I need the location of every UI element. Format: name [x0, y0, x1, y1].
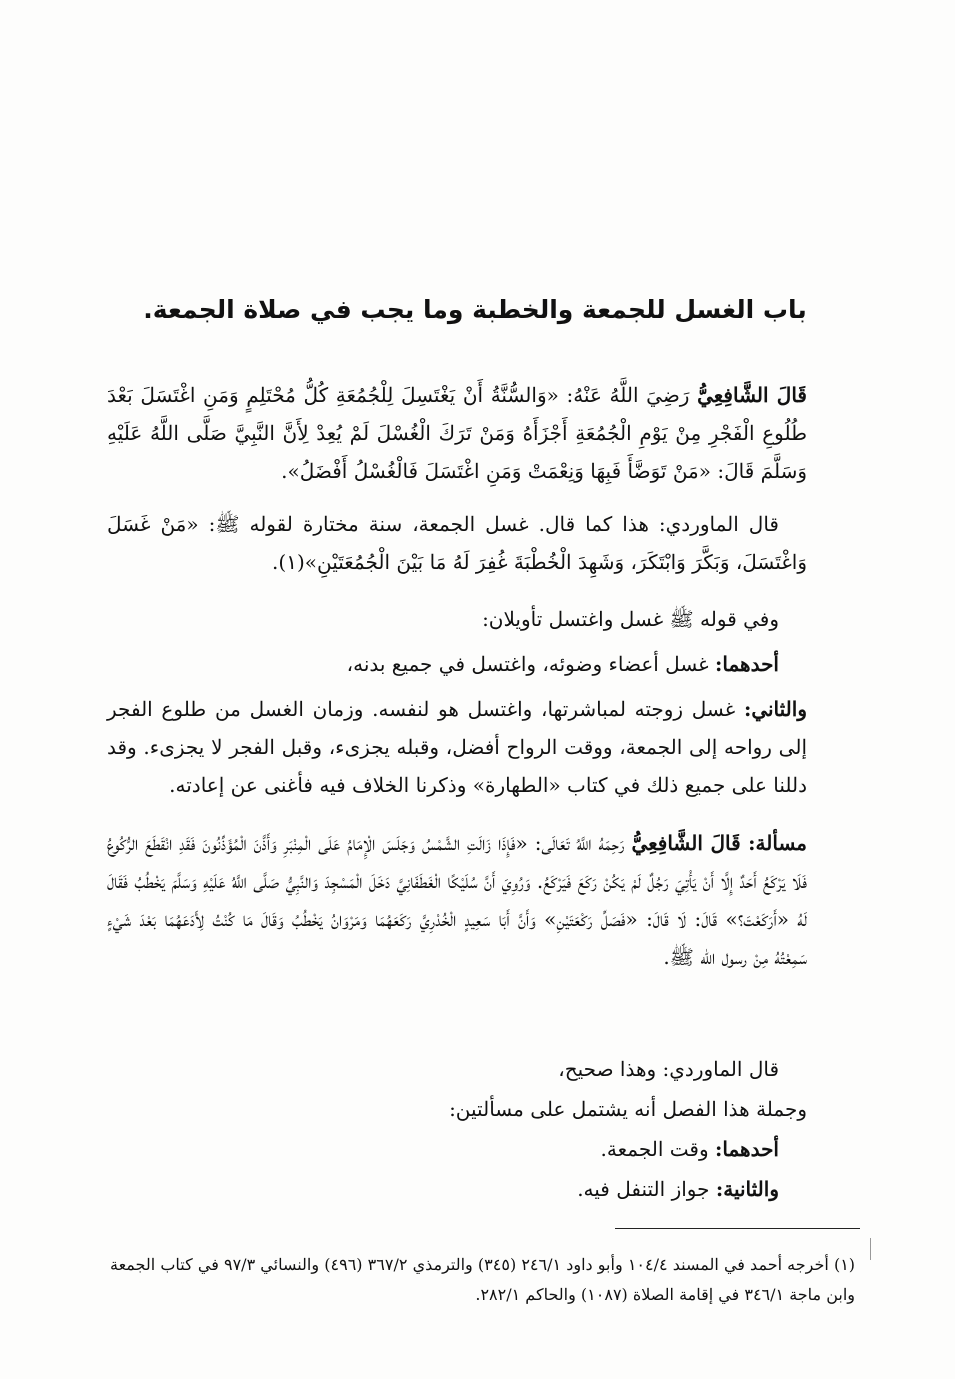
paragraph-text: جواز التنفل فيه.	[577, 1177, 716, 1201]
paragraph-issue-one	[107, 1130, 807, 1168]
paragraph-lead: أحدهما:	[714, 652, 779, 676]
paragraph-first-interpretation	[107, 645, 807, 683]
paragraph-two-interpretations	[107, 600, 807, 638]
paragraph-lead: والثاني:	[743, 697, 807, 721]
paragraph-text: وقت الجمعة.	[600, 1137, 715, 1161]
paragraph-text: غسل زوجته لمباشرتها، واغتسل هو لنفسه. وزمان الغسل من طلوع الفجر إلى رواحه إلى الجمعة، ووقت الرواح أفضل، وقبله يجزىء، وقبل الفجر لا يجزىء. وقد دللنا على جميع ذلك في كتاب «الطهارة» وذكرنا الخلاف فيه فأغنى عن إعادته.	[107, 697, 807, 797]
paragraph-lead: مسألة: قَالَ الشَّافِعِيُّ	[631, 831, 808, 855]
paragraph-masala	[107, 824, 807, 976]
paragraph-two-issues	[107, 1090, 807, 1128]
paragraph-text: غسل أعضاء وضوئه، واغتسل في جميع بدنه،	[346, 652, 715, 676]
paragraph-issue-two	[107, 1170, 807, 1208]
paragraph-shafii-ghusl	[107, 376, 807, 490]
paragraph-text: قال الماوردي: وهذا صحيح،	[558, 1057, 779, 1081]
margin-mark	[870, 1238, 871, 1260]
paragraph-text: وفي قوله ﷺ غسل واغتسل تأويلان:	[482, 607, 779, 631]
paragraph-text: رَضِيَ اللَّهُ عَنْهُ: «وَالسُّنَّةُ أَنْ يَغْتَسِلَ لِلْجُمُعَةِ كُلُّ مُحْتَلِمٍ وَمَنِ اغْتَسَلَ بَعْدَ طُلُوعِ الْفَجْرِ مِنْ يَوْمِ الْجُمُعَةِ أَجْزَأَهُ وَمَنْ تَرَكَ الْغُسْلَ لَمْ يُعِدْ لِأَنَّ النَّبِيَّ صَلَّى اللَّهُ عَلَيْهِ وَسَلَّمَ قَالَ: «مَنْ تَوَضَّأَ فَبِهَا وَنِعْمَتْ وَمَنِ اغْتَسَلَ فَالْغُسْلُ أَفْضَلُ».	[107, 383, 807, 483]
paragraph-lead: أحدهما:	[714, 1137, 779, 1161]
paragraph-lead: قَالَ الشَّافِعِيُّ	[697, 383, 807, 407]
paragraph-mawardi-sahih	[107, 1050, 807, 1088]
footnote-separator	[615, 1228, 860, 1229]
paragraph-text: رَحِمَهُ اللَّهُ تَعَالَى: «فَإِذَا زَالَتِ الشَّمْسُ وَجَلَسَ الْإِمَامُ عَلَى الْمِنْبَرِ وَأَذَّنَ الْمُؤَذِّنُونَ فَقَدِ انْقَطَعَ الرُّكُوعُ فَلَا يَرْكَعُ أَحَدٌ إِلَّا أَنْ يَأْتِيَ رَجُلٌ لَمْ يَكُنْ رَكَعَ فَيَرْكَعُ. وَرُوِيَ أَنَّ سُلَيْكًا الْغَطَفَانِيَّ دَخَلَ الْمَسْجِدَ وَالنَّبِيُّ صَلَّى اللَّهُ عَلَيْهِ وَسَلَّمَ يَخْطُبُ فَقَالَ لَهُ «أَرَكَعْتَ؟» قَالَ: لَا قَالَ: «فَصَلِّ رَكْعَتَيْنِ» وَأَنَّ أَبَا سَعِيدٍ الْخُدْرِيَّ رَكَعَهُمَا وَمَرْوَانُ يَخْطُبُ وَقَالَ مَا كُنْتُ لِأَدَعَهُمَا بَعْدَ شَيْءٍ سَمِعْتُهُ مِنْ رسول الله ﷺ.	[107, 831, 807, 969]
footnote: (١) أخرجه أحمد في المسند ١٠٤/٤ وأبو داود ٢٤٦/١ (٣٤٥) والترمذي ٣٦٧/٢ (٤٩٦) والنسائي ٩٧/٣ في كتاب الجمعة وابن ماجة ٣٤٦/١ في إقامة الصلاة (١٠٨٧) والحاكم ٢٨٢/١.	[110, 1255, 856, 1304]
paragraph-lead: والثانية:	[715, 1177, 779, 1201]
paragraph-second-interpretation	[107, 690, 807, 804]
paragraph-text: قال الماوردي: هذا كما قال. غسل الجمعة، سنة مختارة لقوله ﷺ: «مَنْ غَسَلَ وَاغْتَسَلَ، وَبَكَّرَ وَابْتَكَرَ، وَشَهِدَ الْخُطْبَةَ غُفِرَ لَهُ مَا بَيْنَ الْجُمُعَتَيْنِ»(١).	[107, 512, 807, 574]
paragraph-mawardi-comment	[107, 505, 807, 581]
paragraph-text: وجملة هذا الفصل أنه يشتمل على مسألتين:	[449, 1097, 807, 1121]
chapter-title: باب الغسل للجمعة والخطبة وما يجب في صلاة الجمعة.	[143, 295, 807, 324]
